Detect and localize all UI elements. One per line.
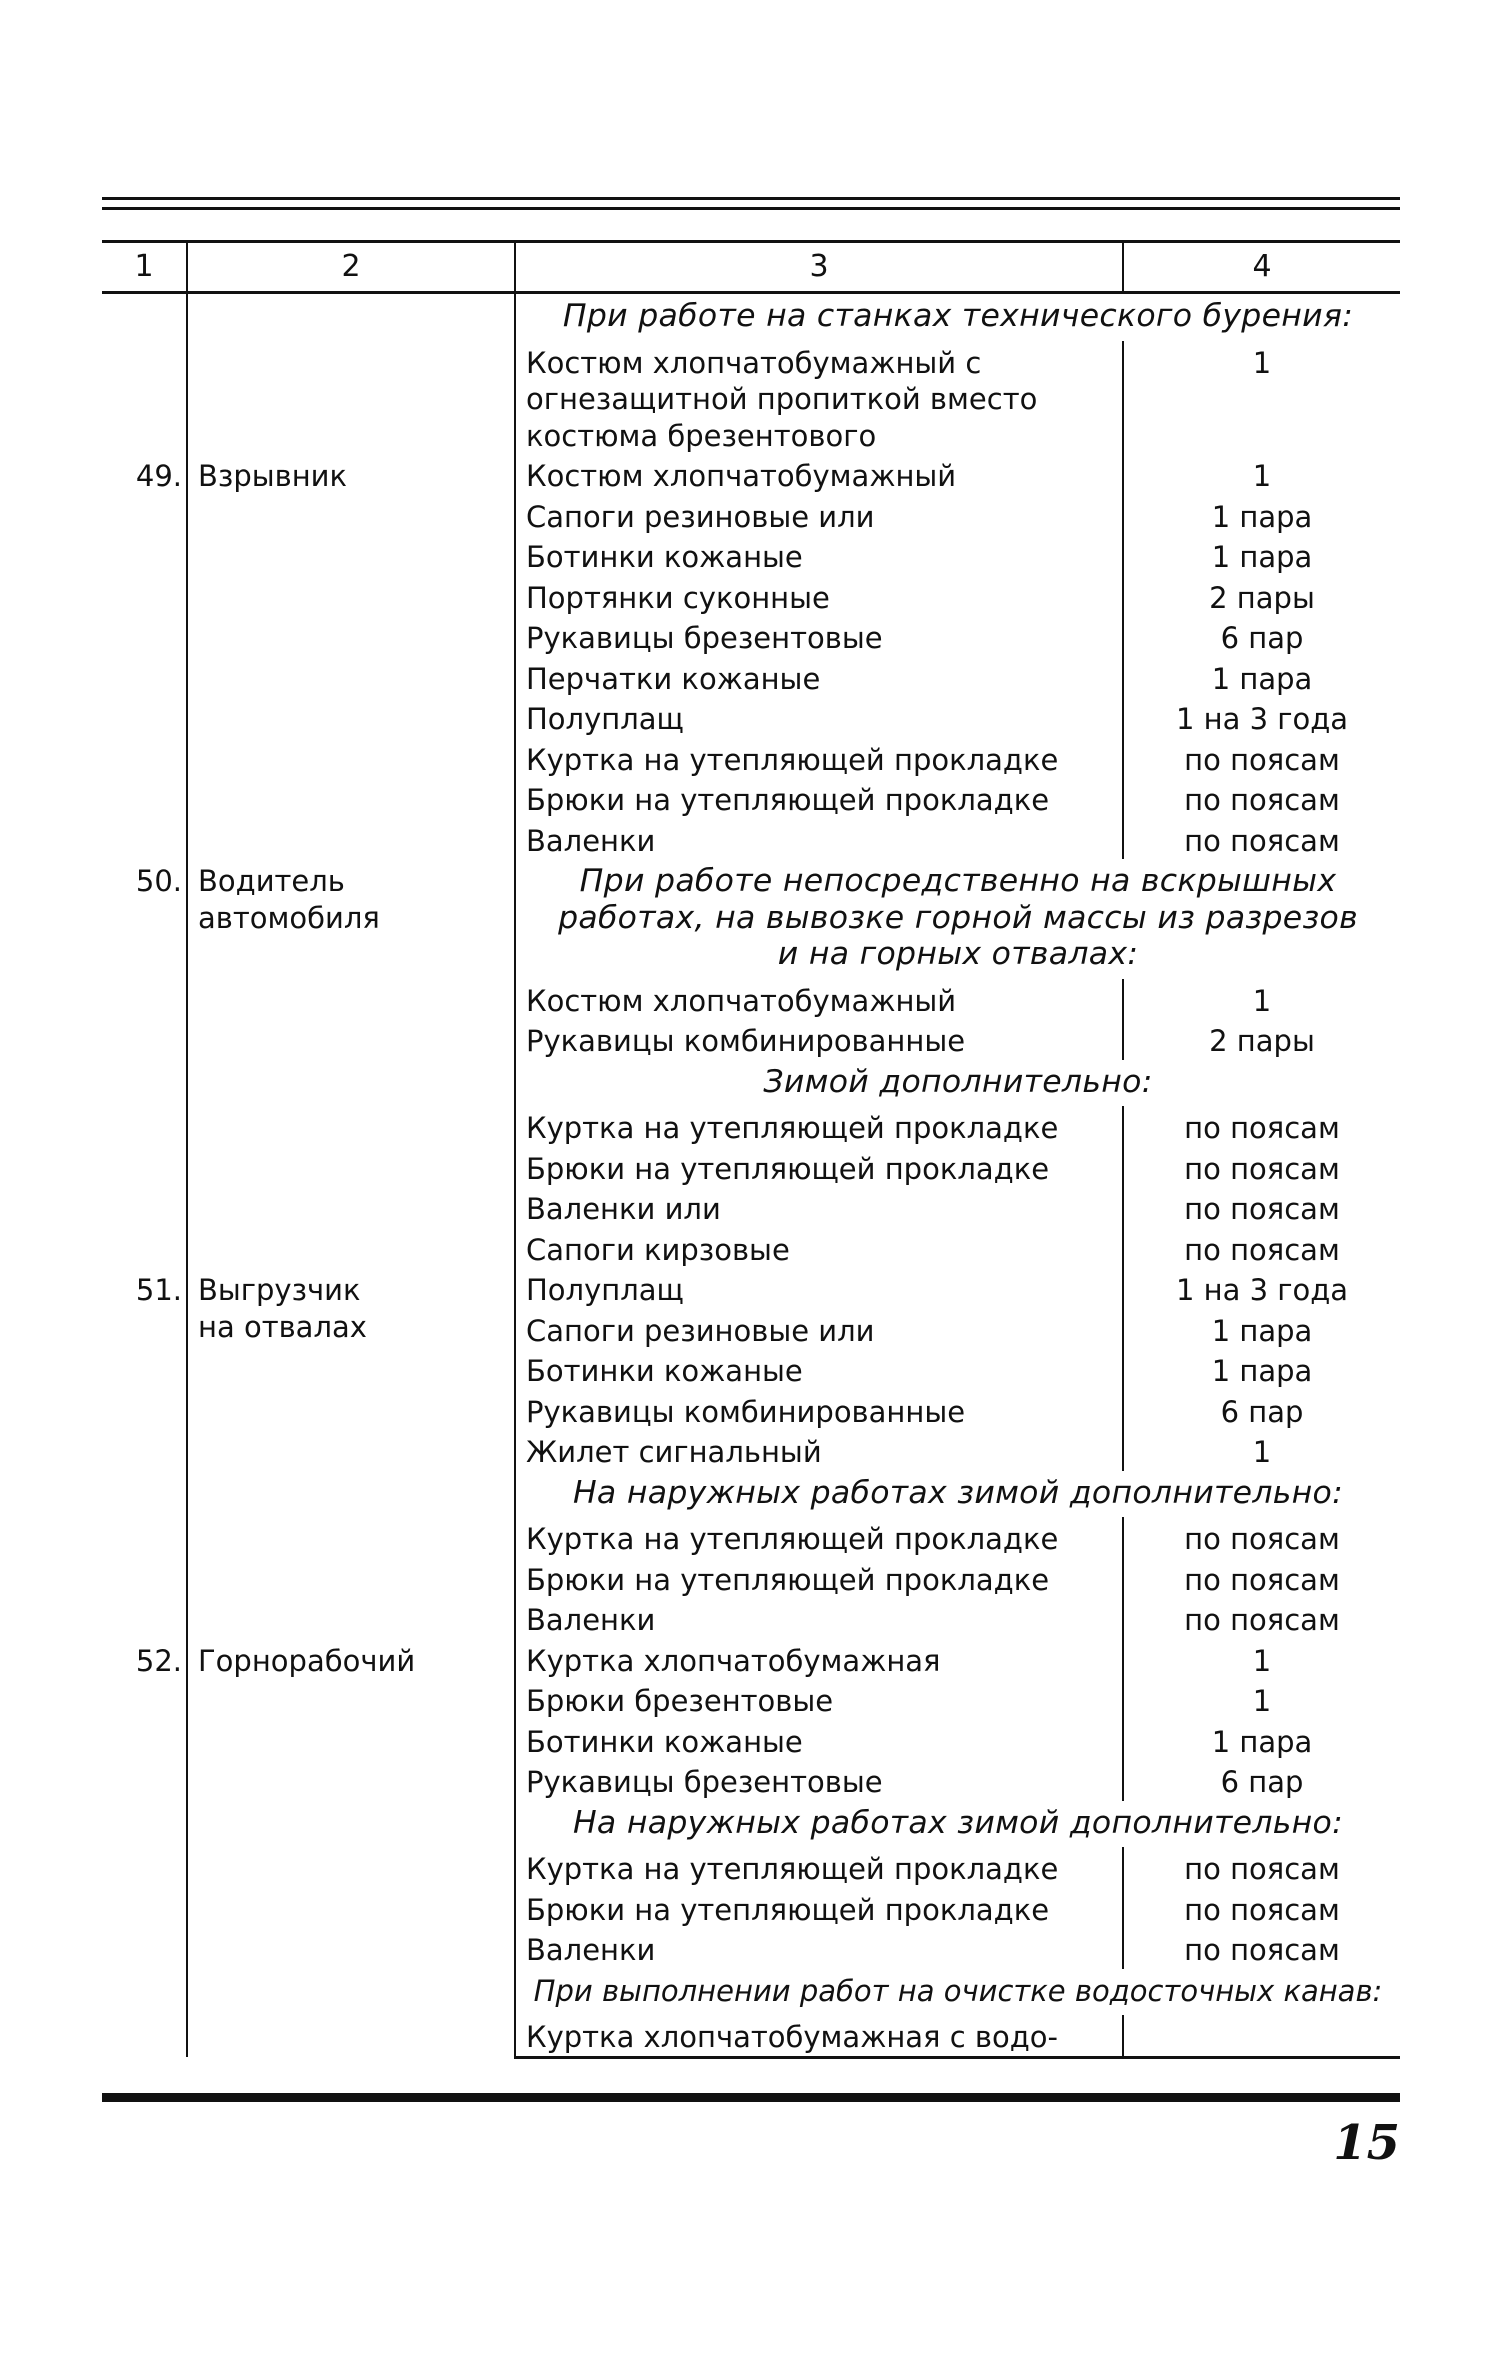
column-number-4: 4 (1123, 242, 1400, 293)
entry-number: 52. (102, 1639, 187, 2058)
item-quantity: 1 пара (1123, 657, 1400, 698)
section-heading-row (102, 293, 1400, 341)
entry-number: 51. (102, 1268, 187, 1639)
profession-name: Водитель автомобиля (187, 859, 515, 1268)
item-name: Жилет сигнальный (526, 1435, 822, 1469)
item-name: Брюки на утепляющей прокладке (526, 783, 1050, 817)
item-name: Полуплащ (526, 1273, 684, 1307)
bottom-rule (102, 2093, 1400, 2102)
item-quantity: по поясам (1123, 738, 1400, 779)
item-name: Ботинки кожаные (526, 1724, 803, 1759)
item-name: Куртка на утепляющей прокладке (526, 1111, 1059, 1145)
item-name: Сапоги резиновые или (526, 1313, 875, 1348)
item-quantity: 6 пар (1123, 616, 1400, 657)
top-double-rule (102, 197, 1400, 200)
entry-number: 50. (102, 859, 187, 1268)
item-name: Сапоги резиновые или (526, 499, 875, 534)
item-quantity: 2 пары (1123, 1019, 1400, 1060)
profession-name: Взрывник (187, 454, 515, 859)
item-quantity: 1 пара (1123, 495, 1400, 536)
column-number-3: 3 (515, 242, 1123, 293)
item-name: Брюки на утепляющей прокладке (526, 1562, 1050, 1597)
item-name: Куртка на утепляющей прокладке (526, 1522, 1059, 1556)
item-quantity: 6 пар (1123, 1760, 1400, 1801)
item-quantity: 1 пара (1123, 1309, 1400, 1350)
item-name: Куртка хлопчатобумажная с водо- (515, 2015, 1123, 2057)
item-name: Валенки (526, 1933, 656, 1967)
item-quantity: 2 пары (1123, 576, 1400, 617)
profession-name: Горнорабочий (187, 1639, 515, 2058)
item-quantity (1123, 2015, 1400, 2057)
section-heading: При выполнении работ на очистке водосточных канав: (533, 1973, 1383, 2008)
item-quantity: 1 на 3 года (1123, 1268, 1400, 1309)
table-row (102, 454, 1400, 495)
item-quantity: 1 (1123, 1679, 1400, 1720)
item-quantity: по поясам (1123, 1928, 1400, 1969)
item-quantity: 1 (1123, 1639, 1400, 1680)
page-number: 15 (1333, 2115, 1400, 2171)
item-name: Куртка хлопчатобумажная (526, 1643, 941, 1678)
item-quantity: 1 на 3 года (1123, 697, 1400, 738)
item-name: Брюки на утепляющей прокладке (526, 1892, 1050, 1927)
item-quantity: 1 (1123, 454, 1400, 495)
item-name: Костюм хлопчатобумажный с огнезащитной пропиткой вместо костюма брезентового (526, 345, 1038, 453)
section-heading: На наружных работах зимой дополнительно: (572, 1804, 1344, 1841)
item-quantity: по поясам (1123, 1147, 1400, 1188)
item-quantity: по поясам (1123, 1228, 1400, 1269)
item-name: Куртка на утепляющей прокладке (526, 742, 1059, 777)
item-quantity: по поясам (1123, 1187, 1400, 1228)
item-quantity: 1 (1123, 341, 1400, 455)
item-quantity: по поясам (1123, 819, 1400, 860)
item-name: Портянки суконные (526, 580, 830, 615)
column-number-1: 1 (102, 242, 187, 293)
item-name: Сапоги кирзовые (526, 1232, 790, 1267)
item-name: Брюки на утепляющей прокладке (526, 1151, 1050, 1186)
item-name: Рукавицы брезентовые (526, 621, 883, 655)
item-name: Валенки или (526, 1192, 721, 1226)
item-quantity: 1 пара (1123, 535, 1400, 576)
item-quantity: 1 (1123, 979, 1400, 1020)
section-heading-row (102, 859, 1400, 979)
profession-name: Выгрузчик на отвалах (187, 1268, 515, 1639)
item-name: Костюм хлопчатобумажный (526, 983, 957, 1018)
item-quantity: по поясам (1123, 778, 1400, 819)
item-quantity: по поясам (1123, 1517, 1400, 1558)
item-quantity: по поясам (1123, 1558, 1400, 1599)
item-name: Ботинки кожаные (526, 1354, 803, 1388)
item-name: Рукавицы комбинированные (526, 1024, 966, 1058)
section-heading: Зимой дополнительно: (763, 1063, 1153, 1100)
item-name: Куртка на утепляющей прокладке (526, 1852, 1059, 1886)
table-row (102, 1639, 1400, 1680)
item-name: Валенки (526, 1603, 656, 1637)
entry-number: 49. (102, 454, 187, 859)
item-name: Валенки (526, 823, 656, 858)
item-name: Рукавицы комбинированные (526, 1394, 966, 1429)
column-number-2: 2 (187, 242, 515, 293)
item-quantity: по поясам (1123, 1847, 1400, 1888)
column-number-row (102, 242, 1400, 293)
section-heading: При работе на станках технического бурения: (562, 298, 1354, 334)
top-double-rule-second (102, 207, 1400, 210)
item-name: Ботинки кожаные (526, 540, 803, 574)
protective-clothing-table (102, 240, 1400, 2059)
item-quantity: 6 пар (1123, 1390, 1400, 1431)
item-quantity: 1 пара (1123, 1720, 1400, 1761)
section-heading: При работе непосредственно на вскрышных работах, на вывозке горной массы из разрезов и на горных отвалах: (558, 863, 1358, 972)
item-name: Перчатки кожаные (526, 661, 821, 696)
section-heading: На наружных работах зимой дополнительно: (572, 1474, 1344, 1511)
item-name: Полуплащ (526, 702, 684, 736)
table-row (102, 341, 1400, 455)
item-quantity: 1 (1123, 1430, 1400, 1471)
item-name: Рукавицы брезентовые (526, 1765, 883, 1799)
item-quantity: по поясам (1123, 1598, 1400, 1639)
item-quantity: по поясам (1123, 1888, 1400, 1929)
item-name: Брюки брезентовые (526, 1684, 834, 1718)
item-name: Костюм хлопчатобумажный (526, 459, 957, 493)
item-quantity: 1 пара (1123, 1349, 1400, 1390)
item-quantity: по поясам (1123, 1106, 1400, 1147)
table-row (102, 1268, 1400, 1309)
